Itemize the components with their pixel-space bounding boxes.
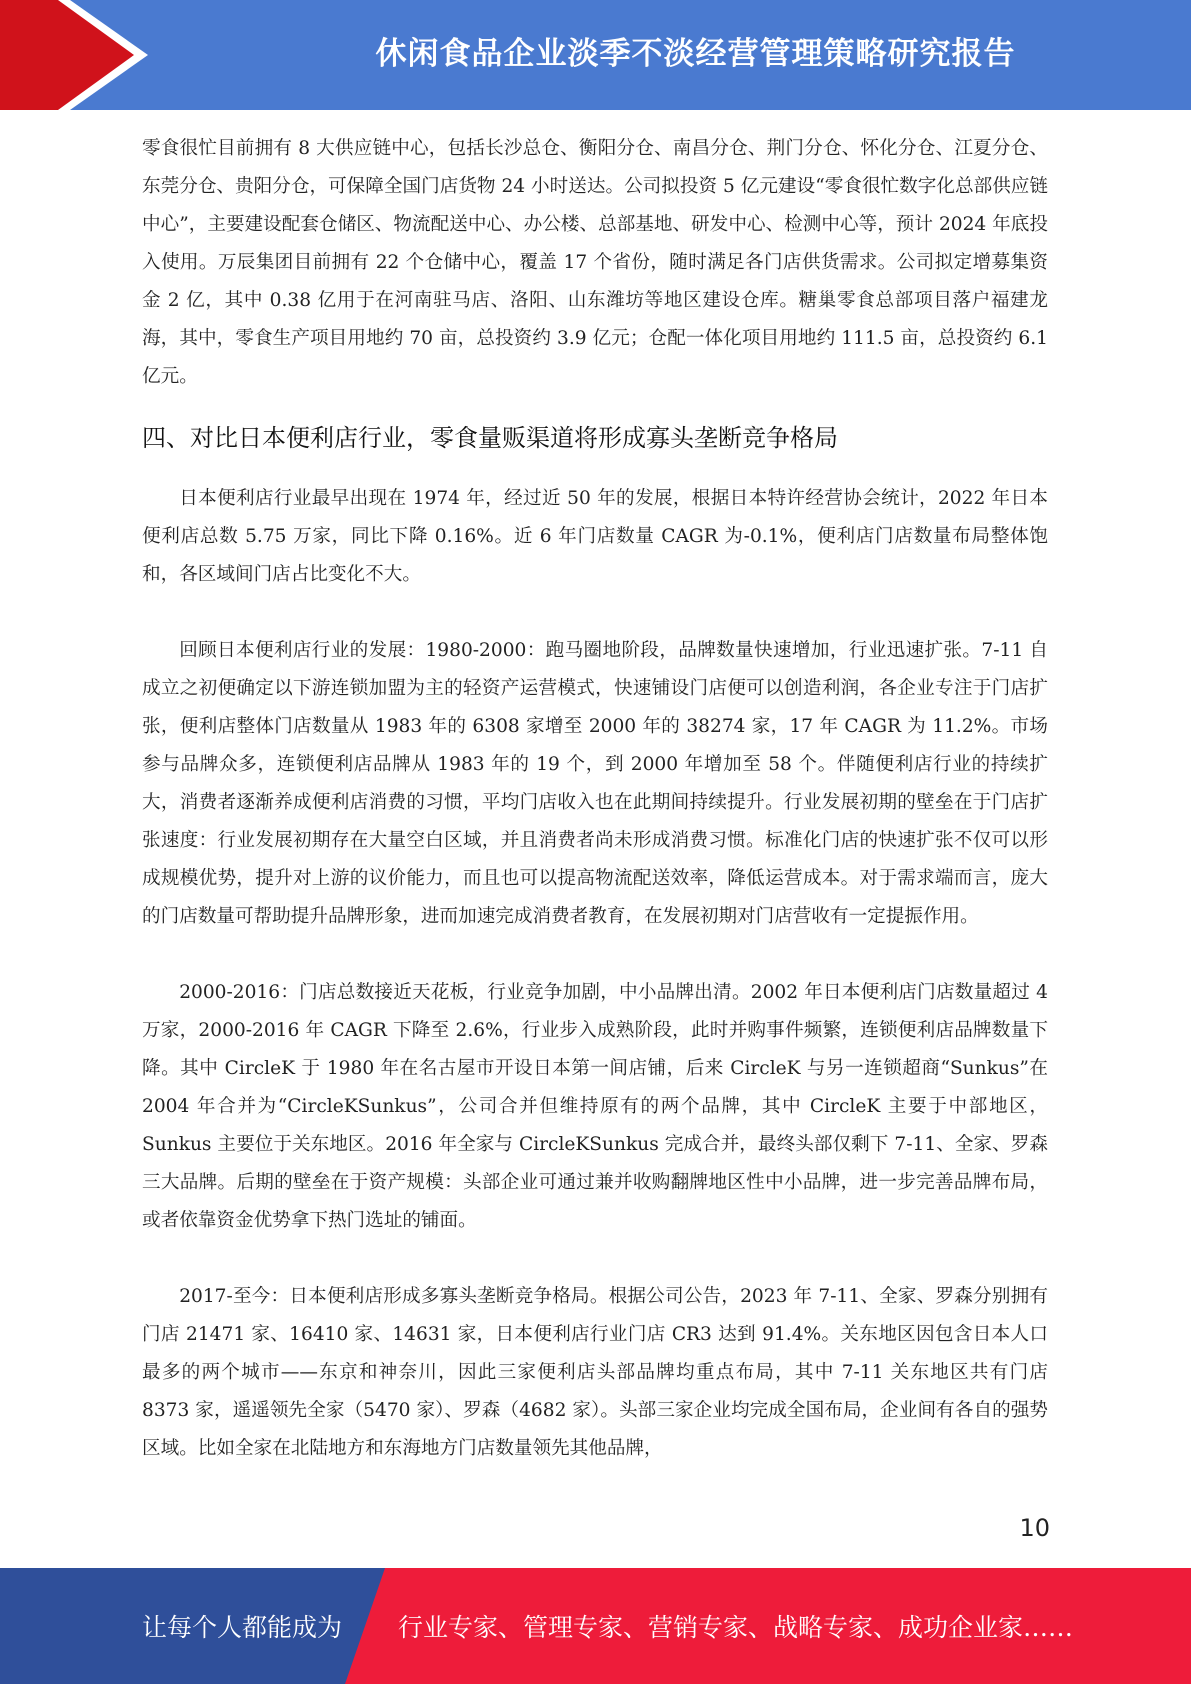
paragraph-2000-2016: 2000-2016：门店总数接近天花板，行业竞争加剧，中小品牌出清。2002 年日本便利店门店数量超过 4 万家，2000-2016 年 CAGR 下降至 2.6%，行业步入成熟阶段，此时并购事件频繁，连锁便利店品牌数量下降。其中 CircleK 于 1980 年在名古屋市开设日本第一间店铺，后来 CircleK 与另一连锁超商“Sunkus”在 2004 年合并为“CircleKSunkus”，公司合并但维持原有的两个品牌，其中 CircleK 主要于中部地区，Sunkus 主要位于关东地区。2016 年全家与 CircleKSunkus 完成合并，最终头部仅剩下 7-11、全家、罗森三大品牌。后期的壁垒在于资产规模：头部企业可通过兼并收购翻牌地区性中小品牌，进一步完善品牌布局，或者依靠资金优势拿下热门选址的铺面。 — [142, 982, 1048, 1231]
report-title: 休闲食品企业淡季不淡经营管理策略研究报告 — [375, 35, 1016, 72]
page-footer — [0, 1568, 1191, 1684]
page-number: 10 — [1019, 1514, 1050, 1542]
paragraph-supply-chain: 零食很忙目前拥有 8 大供应链中心，包括长沙总仓、衡阳分仓、南昌分仓、荆门分仓、怀化分仓、江夏分仓、东莞分仓、贵阳分仓，可保障全国门店货物 24 小时送达。公司拟投资 5 亿元建设“零食很忙数字化总部供应链中心”，主要建设配套仓储区、物流配送中心、办公楼、总部基地、研发中心、检测中心等，预计 2024 年底投入使用。万辰集团目前拥有 22 个仓储中心，覆盖 17 个省份，随时满足各门店供货需求。公司拟定增募集资金 2 亿，其中 0.38 亿用于在河南驻马店、洛阳、山东潍坊等地区建设仓库。糖巢零食总部项目落户福建龙海，其中，零食生产项目用地约 70 亩，总投资约 3.9 亿元；仓配一体化项目用地约 111.5 亩，总投资约 6.1 亿元。 — [142, 138, 1048, 387]
header-arrow-decoration — [0, 0, 160, 110]
footer-slogan-left: 让每个人都能成为 — [142, 1613, 343, 1642]
page-header — [0, 0, 1191, 110]
paragraph-japan-overview: 日本便利店行业最早出现在 1974 年，经过近 50 年的发展，根据日本特许经营协会统计，2022 年日本便利店总数 5.75 万家，同比下降 0.16%。近 6 年门店数量 CAGR 为-0.1%，便利店门店数量布局整体饱和，各区域间门店占比变化不大。 — [142, 488, 1048, 585]
footer-slogan-right: 行业专家、管理专家、营销专家、战略专家、成功企业家…… — [398, 1613, 1074, 1642]
main-content — [142, 130, 1048, 1468]
paragraph-2017-present: 2017-至今：日本便利店形成多寡头垄断竞争格局。根据公司公告，2023 年 7-11、全家、罗森分别拥有门店 21471 家、16410 家、14631 家，日本便利店行业门店 CR3 达到 91.4%。关东地区因包含日本人口最多的两个城市——东京和神奈川，因此三家便利店头部品牌均重点布局，其中 7-11 关东地区共有门店 8373 家，遥遥领先全家（5470 家）、罗森（4682 家）。头部三家企业均完成全国布局，企业间有各自的强势区域。比如全家在北陆地方和东海地方门店数量领先其他品牌， — [142, 1286, 1048, 1459]
paragraph-1980-2000: 回顾日本便利店行业的发展：1980-2000：跑马圈地阶段，品牌数量快速增加，行业迅速扩张。7-11 自成立之初便确定以下游连锁加盟为主的轻资产运营模式，快速铺设门店便可以创造利润，各企业专注于门店扩张，便利店整体门店数量从 1983 年的 6308 家增至 2000 年的 38274 家，17 年 CAGR 为 11.2%。市场参与品牌众多，连锁便利店品牌从 1983 年的 19 个，到 2000 年增加至 58 个。伴随便利店行业的持续扩大，消费者逐渐养成便利店消费的习惯，平均门店收入也在此期间持续提升。行业发展初期的壁垒在于门店扩张速度：行业发展初期存在大量空白区域，并且消费者尚未形成消费习惯。标准化门店的快速扩张不仅可以形成规模优势，提升对上游的议价能力，而且也可以提高物流配送效率，降低运营成本。对于需求端而言，庞大的门店数量可帮助提升品牌形象，进而加速完成消费者教育，在发展初期对门店营收有一定提振作用。 — [142, 640, 1048, 927]
section-heading: 四、对比日本便利店行业，零食量贩渠道将形成寡头垄断竞争格局 — [142, 424, 838, 452]
